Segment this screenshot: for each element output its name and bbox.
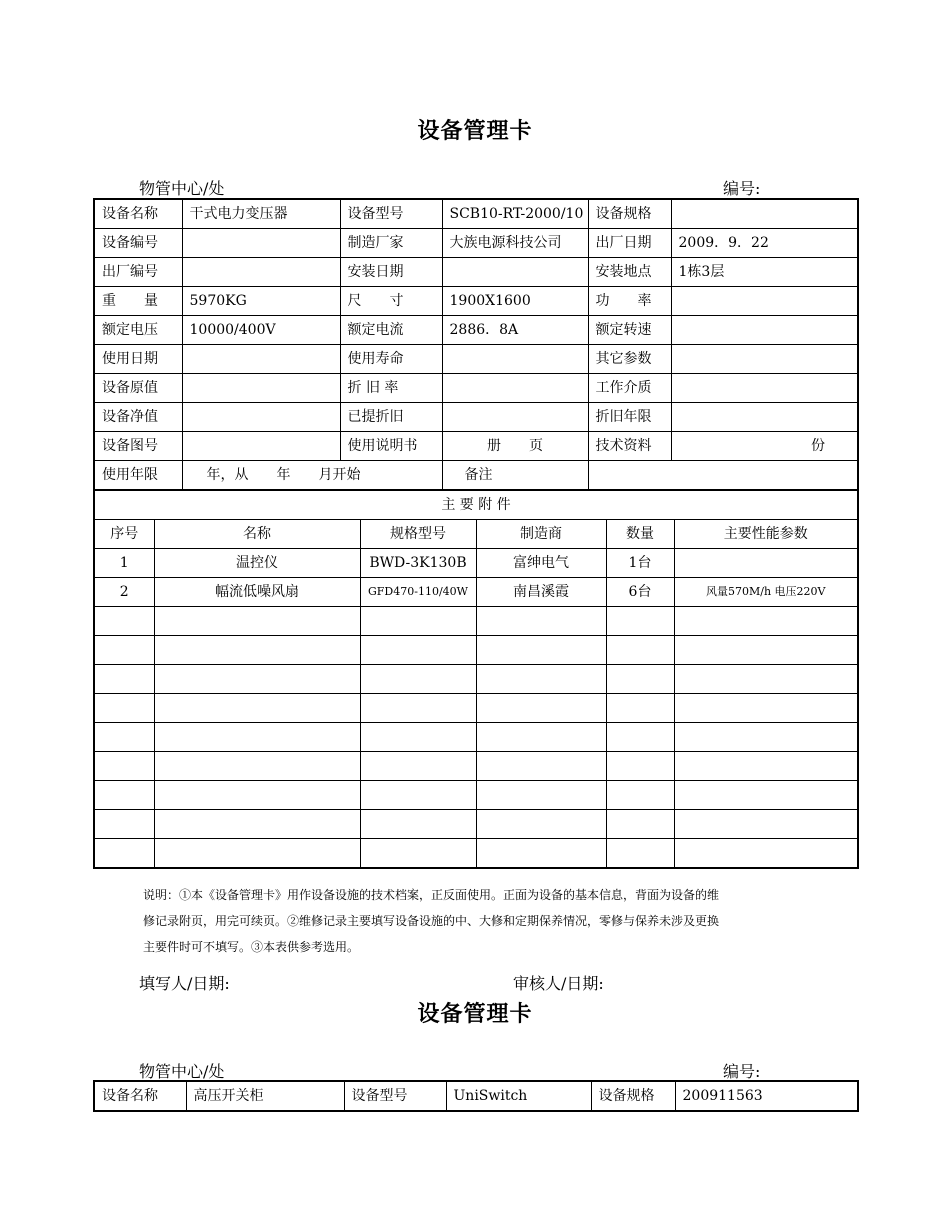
parts-cell[interactable]: GFD470-110/40W [360, 578, 476, 607]
parts-cell[interactable] [154, 607, 360, 636]
field-label: 额定电压 [94, 316, 182, 345]
field-label: 设备型号 [340, 199, 442, 229]
card2-number-label: 编号: [723, 1062, 761, 1081]
note-line: 说明：①本《设备管理卡》用作设备设施的技术档案，正反面使用。正面为设备的基本信息，背面为设备的维 [143, 888, 720, 902]
parts-cell[interactable] [674, 810, 858, 839]
field-value[interactable]: 份 [671, 432, 858, 461]
parts-row [94, 810, 858, 839]
field-value[interactable]: 2009．9．22 [671, 229, 858, 258]
parts-cell[interactable] [360, 723, 476, 752]
parts-section-title: 主 要 附 件 [94, 490, 858, 520]
parts-cell[interactable] [476, 781, 606, 810]
parts-cell[interactable] [476, 810, 606, 839]
parts-cell[interactable] [94, 752, 154, 781]
parts-row [94, 752, 858, 781]
parts-cell[interactable]: 2 [94, 578, 154, 607]
parts-cell[interactable]: 风量570M/h 电压220V [674, 578, 858, 607]
field-label: 设备净值 [94, 403, 182, 432]
parts-cell[interactable] [154, 694, 360, 723]
field-value[interactable]: SCB10-RT-2000/10 [442, 199, 588, 229]
parts-cell[interactable] [674, 752, 858, 781]
info-row [94, 287, 858, 316]
parts-cell[interactable] [360, 752, 476, 781]
parts-cell[interactable]: 6台 [606, 578, 674, 607]
field-label: 额定电流 [340, 316, 442, 345]
parts-cell[interactable]: 1 [94, 549, 154, 578]
parts-cell[interactable] [476, 723, 606, 752]
field-label: 安装日期 [340, 258, 442, 287]
parts-cell[interactable] [606, 665, 674, 694]
parts-cell[interactable] [154, 781, 360, 810]
parts-cell[interactable] [606, 752, 674, 781]
parts-cell[interactable] [674, 781, 858, 810]
field-value[interactable]: 大族电源科技公司 [442, 229, 588, 258]
field-value[interactable] [182, 374, 340, 403]
parts-cell[interactable] [360, 810, 476, 839]
info-row [94, 1081, 858, 1111]
parts-cell[interactable] [154, 636, 360, 665]
parts-cell[interactable] [606, 694, 674, 723]
parts-header-cell: 规格型号 [360, 520, 476, 549]
info-row [94, 199, 858, 229]
parts-cell[interactable] [360, 781, 476, 810]
usage-value[interactable]: 年，从 年 月开始 [182, 461, 442, 491]
parts-cell[interactable]: BWD-3K130B [360, 549, 476, 578]
parts-cell[interactable]: 南昌溪霞 [476, 578, 606, 607]
card2-info-table [93, 1080, 859, 1112]
field-value[interactable] [671, 403, 858, 432]
card1-notes [143, 882, 823, 960]
field-value[interactable] [442, 403, 588, 432]
parts-row [94, 607, 858, 636]
info-row [94, 229, 858, 258]
parts-cell[interactable] [606, 810, 674, 839]
field-value[interactable] [442, 374, 588, 403]
parts-cell[interactable] [154, 752, 360, 781]
parts-cell[interactable] [360, 694, 476, 723]
field-label: 技术资料 [588, 432, 671, 461]
parts-cell[interactable] [476, 839, 606, 869]
field-value[interactable] [182, 229, 340, 258]
field-label: 重 量 [94, 287, 182, 316]
parts-cell[interactable] [476, 607, 606, 636]
card1-info-table [93, 198, 859, 491]
field-value[interactable]: 200911563 [675, 1081, 858, 1111]
parts-cell[interactable] [476, 694, 606, 723]
parts-cell[interactable] [94, 694, 154, 723]
parts-cell[interactable] [94, 665, 154, 694]
parts-cell[interactable] [94, 723, 154, 752]
parts-cell[interactable] [154, 665, 360, 694]
field-value[interactable]: UniSwitch [446, 1081, 591, 1111]
field-value[interactable] [442, 345, 588, 374]
field-value[interactable] [671, 199, 858, 229]
field-value[interactable]: 2886．8A [442, 316, 588, 345]
field-label: 出厂日期 [588, 229, 671, 258]
parts-cell[interactable] [476, 636, 606, 665]
info-row [94, 432, 858, 461]
parts-header-cell: 制造商 [476, 520, 606, 549]
parts-cell[interactable]: 幅流低噪风扇 [154, 578, 360, 607]
parts-cell[interactable] [674, 694, 858, 723]
field-value[interactable]: 10000/400V [182, 316, 340, 345]
field-label: 使用日期 [94, 345, 182, 374]
parts-cell[interactable] [674, 723, 858, 752]
usage-row [94, 461, 858, 491]
field-label: 设备图号 [94, 432, 182, 461]
parts-cell[interactable] [154, 810, 360, 839]
parts-row [94, 723, 858, 752]
field-label: 其它参数 [588, 345, 671, 374]
field-label: 设备名称 [94, 1081, 186, 1111]
field-label: 折 旧 率 [340, 374, 442, 403]
field-value[interactable]: 高压开关柜 [186, 1081, 344, 1111]
parts-cell[interactable] [360, 839, 476, 869]
card1-title: 设备管理卡 [417, 118, 533, 144]
field-label: 使用寿命 [340, 345, 442, 374]
parts-cell[interactable] [476, 752, 606, 781]
field-value[interactable]: 1栋3层 [671, 258, 858, 287]
parts-cell[interactable] [606, 636, 674, 665]
parts-cell[interactable] [360, 636, 476, 665]
info-row [94, 374, 858, 403]
info-row [94, 403, 858, 432]
parts-cell[interactable] [476, 665, 606, 694]
remark-label: 备注 [442, 461, 588, 491]
usage-label: 使用年限 [94, 461, 182, 491]
field-label: 设备原值 [94, 374, 182, 403]
parts-cell[interactable]: 1台 [606, 549, 674, 578]
parts-cell[interactable] [674, 665, 858, 694]
field-value[interactable] [182, 345, 340, 374]
parts-cell[interactable] [674, 549, 858, 578]
field-value[interactable] [671, 345, 858, 374]
parts-row [94, 781, 858, 810]
field-value[interactable]: 1900X1600 [442, 287, 588, 316]
field-value[interactable] [671, 316, 858, 345]
field-label: 设备规格 [591, 1081, 675, 1111]
parts-cell[interactable] [94, 636, 154, 665]
parts-header-cell: 主要性能参数 [674, 520, 858, 549]
field-label: 使用说明书 [340, 432, 442, 461]
parts-cell[interactable] [94, 607, 154, 636]
parts-cell[interactable] [360, 665, 476, 694]
field-label: 功 率 [588, 287, 671, 316]
field-label: 设备规格 [588, 199, 671, 229]
card1-parts-table [93, 489, 859, 869]
reviewed-by-label: 审核人/日期: [513, 974, 604, 993]
parts-header-cell: 数量 [606, 520, 674, 549]
field-value[interactable] [442, 258, 588, 287]
parts-header-row [94, 520, 858, 549]
field-label: 出厂编号 [94, 258, 182, 287]
parts-cell[interactable] [154, 723, 360, 752]
parts-cell[interactable]: 温控仪 [154, 549, 360, 578]
field-label: 制造厂家 [340, 229, 442, 258]
field-label: 安装地点 [588, 258, 671, 287]
remark-value[interactable] [588, 461, 858, 491]
parts-cell[interactable] [94, 781, 154, 810]
card2-title: 设备管理卡 [417, 1001, 533, 1027]
field-value[interactable] [182, 403, 340, 432]
parts-row [94, 665, 858, 694]
card1-number-label: 编号: [723, 179, 761, 198]
field-label: 设备编号 [94, 229, 182, 258]
parts-row [94, 839, 858, 869]
field-label: 尺 寸 [340, 287, 442, 316]
parts-header-cell: 序号 [94, 520, 154, 549]
parts-row [94, 549, 858, 578]
parts-cell[interactable] [360, 607, 476, 636]
parts-cell[interactable] [94, 839, 154, 869]
parts-cell[interactable] [674, 839, 858, 869]
field-label: 已提折旧 [340, 403, 442, 432]
field-value[interactable] [671, 287, 858, 316]
parts-cell[interactable] [606, 723, 674, 752]
note-line: 主要件时可不填写。③本表供参考选用。 [143, 940, 360, 954]
field-label: 额定转速 [588, 316, 671, 345]
filled-by-label: 填写人/日期: [139, 974, 230, 993]
field-value[interactable]: 册 页 [442, 432, 588, 461]
parts-row [94, 694, 858, 723]
field-label: 设备名称 [94, 199, 182, 229]
parts-row [94, 636, 858, 665]
parts-cell[interactable] [606, 839, 674, 869]
field-value[interactable] [182, 258, 340, 287]
field-label: 折旧年限 [588, 403, 671, 432]
parts-cell[interactable] [674, 607, 858, 636]
field-value[interactable] [182, 432, 340, 461]
card2-department: 物管中心/处 [139, 1062, 225, 1081]
card1-department: 物管中心/处 [139, 179, 225, 198]
field-value[interactable]: 5970KG [182, 287, 340, 316]
parts-cell[interactable] [154, 839, 360, 869]
info-row [94, 258, 858, 287]
field-value[interactable]: 干式电力变压器 [182, 199, 340, 229]
parts-header-cell: 名称 [154, 520, 360, 549]
parts-cell[interactable]: 富绅电气 [476, 549, 606, 578]
field-label: 设备型号 [344, 1081, 446, 1111]
note-line: 修记录附页，用完可续页。②维修记录主要填写设备设施的中、大修和定期保养情况，零修与保养未涉及更换 [143, 914, 720, 928]
parts-cell[interactable] [606, 781, 674, 810]
parts-cell[interactable] [94, 810, 154, 839]
parts-cell[interactable] [674, 636, 858, 665]
field-label: 工作介质 [588, 374, 671, 403]
parts-row [94, 578, 858, 607]
parts-cell[interactable] [606, 607, 674, 636]
info-row [94, 345, 858, 374]
field-value[interactable] [671, 374, 858, 403]
info-row [94, 316, 858, 345]
